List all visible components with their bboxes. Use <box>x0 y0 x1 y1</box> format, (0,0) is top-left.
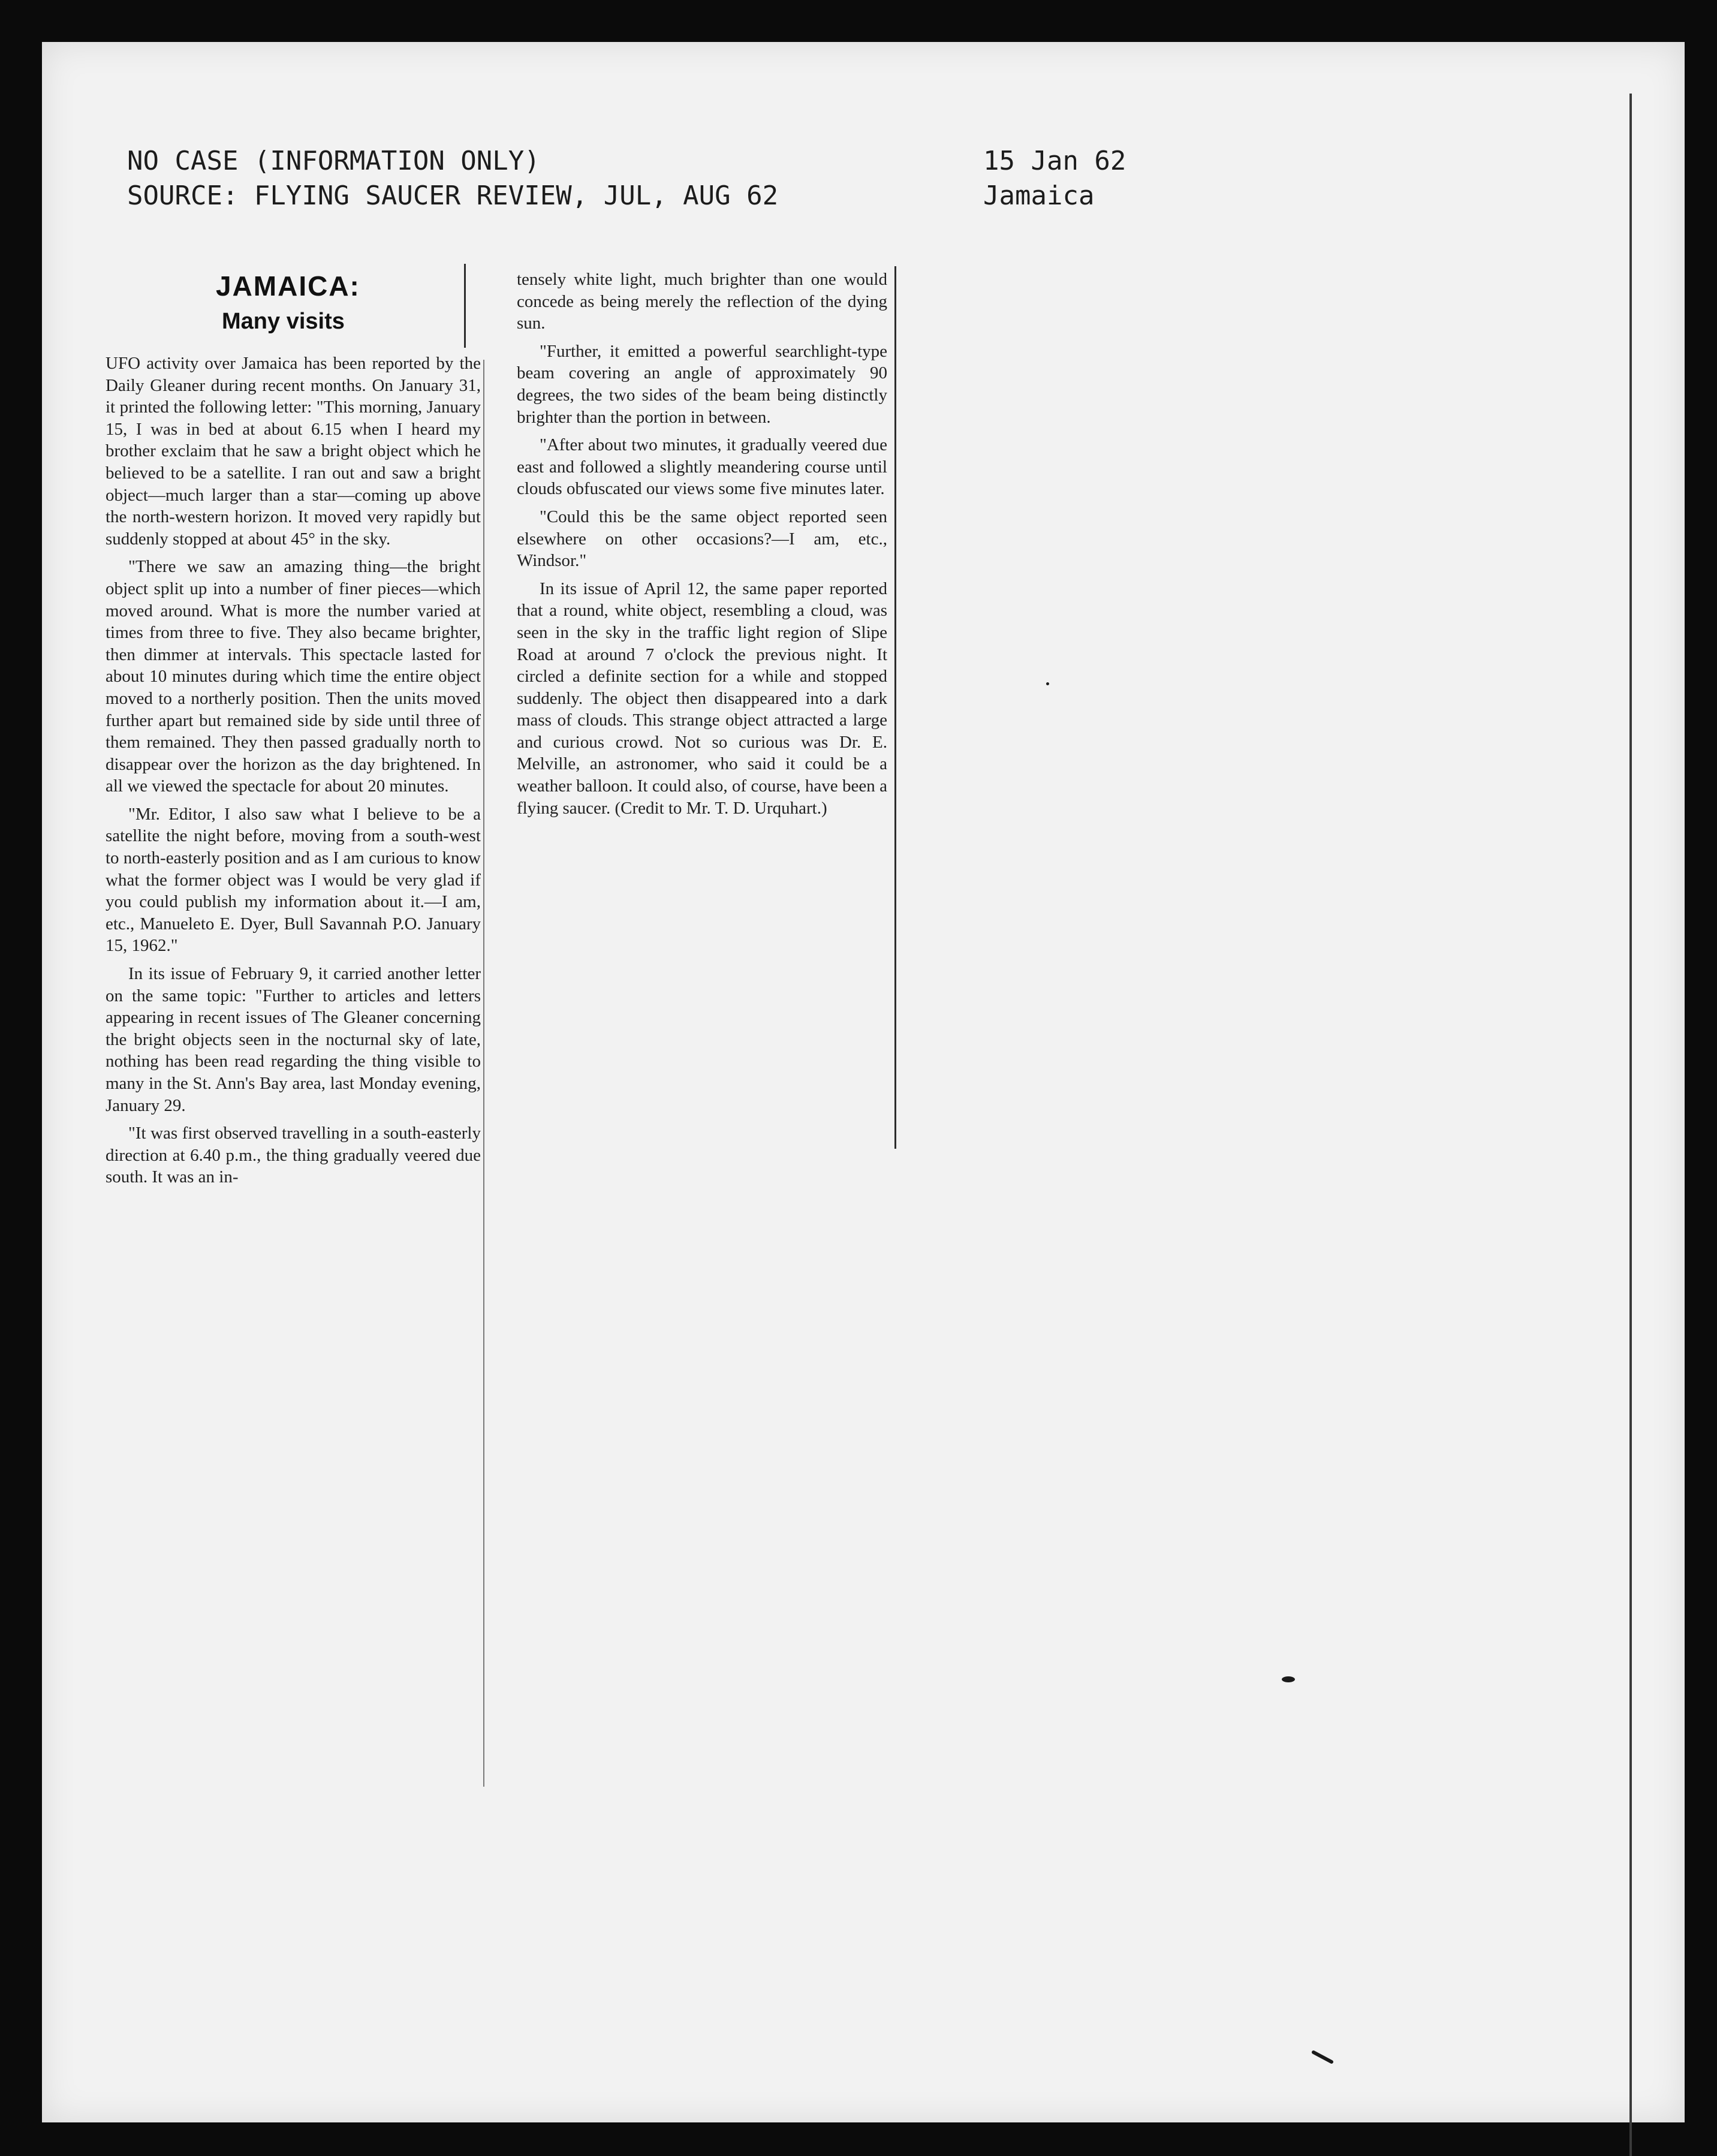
scan-speck <box>1282 1676 1295 1682</box>
clipping-edge-rule <box>894 266 896 1149</box>
page-edge-rule <box>1629 94 1632 2156</box>
clipping-edge-rule <box>464 264 466 348</box>
article-paragraph: "Could this be the same object reported seen elsewhere on other occasions?—I am, etc., Windsor." <box>517 507 887 571</box>
scan-speck <box>1046 682 1049 685</box>
article-paragraph: tensely white light, much brighter than one would concede as being merely the reflection of the dying sun. <box>517 270 887 333</box>
article-paragraph: "It was first observed travelling in a south-easterly direction at 6.40 p.m., the thing gradually veered due south. It was an in- <box>106 1124 481 1187</box>
report-date: 15 Jan 62 <box>983 146 1126 176</box>
article-column-2 <box>517 269 887 825</box>
date-location-header <box>983 144 1126 213</box>
article-paragraph: In its issue of February 9, it carried another letter on the same topic: "Further to articles and letters appearing in recent issues of The Gleaner concerning the bright objects seen in the nocturnal sky of late, nothing has been read regarding the thing visible to many in the St. Ann's Bay area, last Monday evening, January 29. <box>106 964 481 1115</box>
article-paragraph: "Further, it emitted a powerful searchlight-type beam covering an angle of approximately 90 degrees, the two sides of the beam being distinctly brighter than the portion in between. <box>517 341 887 427</box>
article-paragraph: "After about two minutes, it gradually veered due east and followed a slightly meandering course until clouds obfuscated our views some five minutes later. <box>517 435 887 499</box>
article-paragraph: In its issue of April 12, the same paper reported that a round, white object, resembling a cloud, was seen in the sky in the traffic light region of Slipe Road at around 7 o'clock the previous night. It circled a definite section for a while and stopped suddenly. The object then disappeared into a dark mass of clouds. This strange object attracted a large and curious crowd. Not so curious was Dr. E. Melville, an astronomer, who said it could be a weather balloon. It could also, of course, have been a flying saucer. (Credit to Mr. T. D. Urquhart.) <box>517 579 887 818</box>
article-paragraph: "Mr. Editor, I also saw what I believe to be a satellite the night before, moving from a south-west to north-easterly position and as I am curious to know what the former object was I would be very glad if you could publish my information about it.—I am, etc., Manueleto E. Dyer, Bull Savannah P.O. January 15, 1962." <box>106 804 481 956</box>
column-divider-rule <box>483 360 484 1787</box>
case-line: NO CASE (INFORMATION ONLY) <box>127 146 540 176</box>
article-title: JAMAICA: <box>216 270 360 302</box>
source-line: SOURCE: FLYING SAUCER REVIEW, JUL, AUG 62 <box>127 180 779 211</box>
article-subtitle: Many visits <box>222 309 345 334</box>
article-column-1 <box>106 353 481 1194</box>
article-paragraph: UFO activity over Jamaica has been reported by the Daily Gleaner during recent months. On January 31, it printed the following letter: "This morning, January 15, I was in bed at about 6.15 when I heard my brother exclaim that he saw a bright object which he believed to be a satellite. I ran out and saw a bright object—much larger than a star—coming up above the north-western horizon. It moved very rapidly but suddenly stopped at about 45° in the sky. <box>106 354 481 549</box>
case-header <box>127 144 778 213</box>
report-location: Jamaica <box>983 180 1095 211</box>
article-paragraph: "There we saw an amazing thing—the bright object split up into a number of finer pieces—which moved around. What is more the number varied at times from three to five. They also became brighter, then dimmer at intervals. This spectacle lasted for about 10 minutes during which time the entire object moved to a northerly position. Then the units moved further apart but remained side by side until three of them remained. They then passed gradually north to disappear over the horizon as the day brightened. In all we viewed the spectacle for about 20 minutes. <box>106 557 481 796</box>
